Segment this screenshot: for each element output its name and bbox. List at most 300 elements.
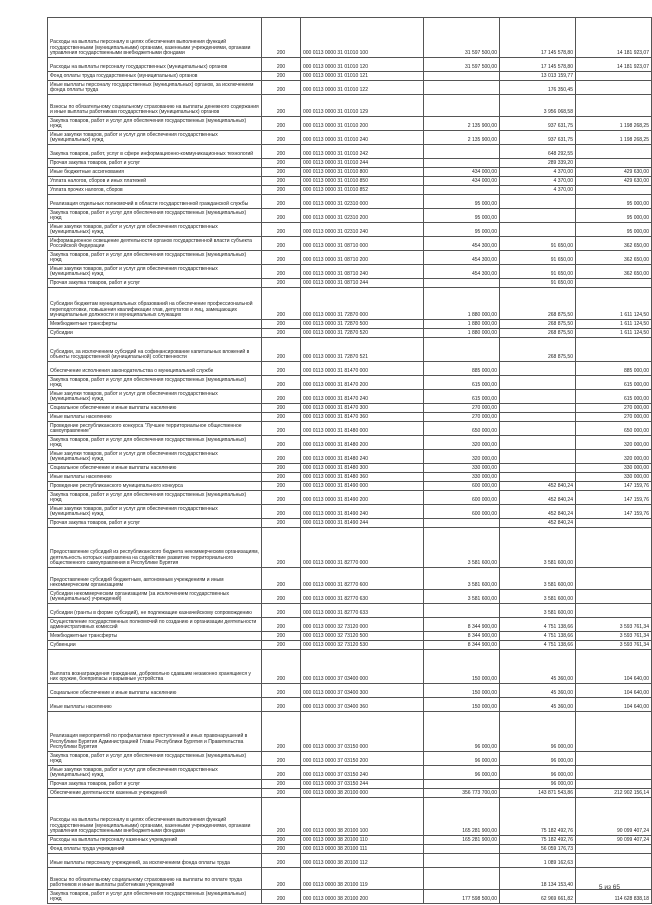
row-executed-amount: 13 013 159,77 [500,72,576,81]
row-name: Иные закупки товаров, работ и услуг для обеспечения государственных (муниципальных) нужд [48,390,262,404]
row-unexecuted-amount: 429 630,00 [576,168,652,177]
row-executed-amount [500,209,576,223]
row-unexecuted-amount [576,854,652,868]
row-executed-amount: 45 360,00 [500,684,576,698]
row-approved-amount [424,95,500,117]
row-approved-amount: 600 000,00 [424,491,500,505]
row-budget-classification-code: 000 0113 0000 38 20100 110 [301,836,424,845]
table-body [48,18,652,904]
row-unexecuted-amount: 330 000,00 [576,464,652,473]
row-budget-classification-code: 000 0113 0000 31 01010 240 [301,131,424,145]
table-row [48,81,652,95]
row-executed-amount: 96 000,00 [500,712,576,752]
row-executed-amount [500,195,576,209]
row-approved-amount: 3 581 600,00 [424,528,500,568]
row-line-code: 200 [262,890,301,904]
row-budget-classification-code: 000 0113 0000 31 01010 244 [301,159,424,168]
row-line-code: 200 [262,798,301,836]
row-unexecuted-amount [576,590,652,604]
row-line-code: 200 [262,81,301,95]
row-executed-amount: 648 292,55 [500,145,576,159]
row-name: Осуществление государственных полномочий по созданию и организации деятельности административных комиссий [48,618,262,632]
row-executed-amount: 4 370,00 [500,186,576,195]
row-approved-amount: 150 000,00 [424,684,500,698]
row-line-code: 200 [262,766,301,780]
row-unexecuted-amount: 650 000,00 [576,422,652,436]
row-executed-amount: 937 631,75 [500,131,576,145]
row-approved-amount [424,279,500,288]
row-line-code: 200 [262,237,301,251]
row-line-code: 200 [262,641,301,650]
row-name: Уплата налогов, сборов и иных платежей [48,177,262,186]
row-line-code: 200 [262,279,301,288]
row-name: Субсидии, за исключением субсидий на софинансирование капитальных вложений в объекты государственной (муниципальной) собственности [48,338,262,362]
row-unexecuted-amount: 362 650,00 [576,237,652,251]
table-row [48,186,652,195]
table-row [48,528,652,568]
row-line-code: 200 [262,845,301,854]
row-name: Социальное обеспечение и иные выплаты населению [48,684,262,698]
row-budget-classification-code: 000 0113 0000 31 81470 240 [301,390,424,404]
row-line-code: 200 [262,482,301,491]
row-name: Фонд оплаты труда учреждений [48,845,262,854]
table-row [48,209,652,223]
row-approved-amount: 2 135 900,00 [424,117,500,131]
row-approved-amount [424,159,500,168]
row-budget-classification-code: 000 0113 0000 31 01010 852 [301,186,424,195]
row-budget-classification-code: 000 0113 0000 31 81490 240 [301,505,424,519]
row-executed-amount: 17 145 578,80 [500,18,576,58]
row-line-code: 200 [262,712,301,752]
row-line-code: 200 [262,604,301,618]
row-approved-amount: 2 135 900,00 [424,131,500,145]
row-approved-amount [424,72,500,81]
row-line-code: 200 [262,95,301,117]
table-row [48,195,652,209]
row-executed-amount: 1 089 162,63 [500,854,576,868]
row-approved-amount [424,338,500,362]
row-executed-amount: 937 631,75 [500,117,576,131]
row-unexecuted-amount: 95 000,00 [576,223,652,237]
row-executed-amount: 4 751 138,66 [500,618,576,632]
table-row [48,698,652,712]
row-unexecuted-amount [576,519,652,528]
row-line-code: 200 [262,223,301,237]
row-line-code: 200 [262,288,301,320]
row-line-code: 200 [262,131,301,145]
table-row [48,890,652,904]
row-name: Субсидии (гранты в форме субсидий), не подлежащие казначейскому сопровождению [48,604,262,618]
row-budget-classification-code: 000 0113 0000 31 02310 200 [301,209,424,223]
row-unexecuted-amount: 212 902 156,14 [576,789,652,798]
row-executed-amount: 91 650,00 [500,251,576,265]
table-row [48,464,652,473]
row-approved-amount: 320 000,00 [424,450,500,464]
row-line-code: 200 [262,251,301,265]
row-line-code: 200 [262,618,301,632]
row-executed-amount [500,436,576,450]
row-approved-amount: 270 000,00 [424,404,500,413]
row-unexecuted-amount [576,338,652,362]
row-budget-classification-code: 000 0113 0000 31 72870 500 [301,320,424,329]
table-row [48,288,652,320]
row-approved-amount: 320 000,00 [424,436,500,450]
row-approved-amount [424,868,500,890]
row-line-code: 200 [262,72,301,81]
row-name: Социальное обеспечение и иные выплаты населению [48,404,262,413]
row-unexecuted-amount: 320 000,00 [576,436,652,450]
row-budget-classification-code: 000 0113 0000 31 01010 850 [301,177,424,186]
table-row [48,854,652,868]
table-row [48,752,652,766]
row-budget-classification-code: 000 0113 0000 31 81480 000 [301,422,424,436]
row-name: Иные закупки товаров, работ и услуг для обеспечения государственных (муниципальных) нужд [48,450,262,464]
row-executed-amount: 4 370,00 [500,177,576,186]
row-line-code: 200 [262,362,301,376]
row-line-code: 200 [262,528,301,568]
row-budget-classification-code: 000 0113 0000 31 08710 000 [301,237,424,251]
row-executed-amount: 268 875,50 [500,320,576,329]
row-approved-amount: 1 880 000,00 [424,329,500,338]
row-unexecuted-amount: 114 628 838,18 [576,890,652,904]
row-executed-amount [500,376,576,390]
row-executed-amount: 45 360,00 [500,650,576,684]
row-approved-amount: 356 773 700,00 [424,789,500,798]
row-line-code: 200 [262,117,301,131]
row-executed-amount: 4 751 138,66 [500,641,576,650]
row-approved-amount: 454 300,00 [424,251,500,265]
row-name: Иные закупки товаров, работ и услуг для обеспечения государственных (муниципальных) нужд [48,223,262,237]
row-unexecuted-amount: 885 000,00 [576,362,652,376]
row-name: Иные закупки товаров, работ и услуг для обеспечения государственных (муниципальных) нужд [48,131,262,145]
row-budget-classification-code: 000 0113 0000 37 03150 000 [301,712,424,752]
row-approved-amount: 95 000,00 [424,195,500,209]
row-approved-amount: 177 598 500,00 [424,890,500,904]
row-executed-amount [500,390,576,404]
row-budget-classification-code: 000 0113 0000 37 03150 240 [301,766,424,780]
row-approved-amount: 885 000,00 [424,362,500,376]
row-name: Реализация мероприятий по профилактике преступлений и иных правонарушений в Республике Бурятия Администрацией Главы Республики Бурятия и Правительства Республики Бурятия [48,712,262,752]
table-row [48,868,652,890]
row-budget-classification-code: 000 0113 0000 31 81490 200 [301,491,424,505]
row-unexecuted-amount [576,752,652,766]
row-budget-classification-code: 000 0113 0000 31 82770 633 [301,604,424,618]
row-unexecuted-amount: 147 159,76 [576,505,652,519]
table-row [48,145,652,159]
row-executed-amount: 45 360,00 [500,698,576,712]
row-name: Иные выплаты персоналу учреждений, за исключением фонда оплаты труда [48,854,262,868]
row-name: Иные закупки товаров, работ и услуг для обеспечения государственных (муниципальных) нужд [48,505,262,519]
row-name: Взносы по обязательному социальному страхованию на выплаты по оплате труда работников и иные выплаты работникам учреждений [48,868,262,890]
row-approved-amount [424,845,500,854]
row-unexecuted-amount: 95 000,00 [576,195,652,209]
page-number: 5 из 65 [598,884,620,891]
row-approved-amount: 650 000,00 [424,422,500,436]
row-budget-classification-code: 000 0113 0000 38 20100 100 [301,798,424,836]
row-name: Предоставление субсидий бюджетным, автономным учреждениям и иным некоммерческим организациям [48,568,262,590]
row-unexecuted-amount [576,95,652,117]
table-row [48,390,652,404]
row-approved-amount: 96 000,00 [424,752,500,766]
row-budget-classification-code: 000 0113 0000 38 20100 111 [301,845,424,854]
row-unexecuted-amount: 14 181 923,07 [576,58,652,72]
row-approved-amount: 8 344 900,00 [424,632,500,641]
row-line-code: 200 [262,450,301,464]
row-budget-classification-code: 000 0113 0000 31 01010 121 [301,72,424,81]
row-unexecuted-amount: 1 198 268,25 [576,131,652,145]
row-budget-classification-code: 000 0113 0000 31 72870 520 [301,329,424,338]
row-executed-amount: 4 751 138,66 [500,632,576,641]
row-line-code: 200 [262,473,301,482]
row-budget-classification-code: 000 0113 0000 38 20100 119 [301,868,424,890]
row-budget-classification-code: 000 0113 0000 31 01010 129 [301,95,424,117]
table-row [48,836,652,845]
row-executed-amount [500,413,576,422]
row-line-code: 200 [262,698,301,712]
row-approved-amount: 165 281 900,00 [424,836,500,845]
row-name: Проведение республиканского конкурса "Лучшее территориальное общественное самоуправление" [48,422,262,436]
row-approved-amount: 150 000,00 [424,698,500,712]
table-row [48,712,652,752]
row-line-code: 200 [262,209,301,223]
table-row [48,766,652,780]
row-unexecuted-amount: 1 611 124,50 [576,288,652,320]
row-line-code: 200 [262,390,301,404]
row-name: Иные выплаты населению [48,473,262,482]
row-unexecuted-amount [576,159,652,168]
row-approved-amount: 615 000,00 [424,376,500,390]
row-executed-amount [500,464,576,473]
row-budget-classification-code: 000 0113 0000 31 82770 630 [301,590,424,604]
row-line-code: 200 [262,413,301,422]
row-unexecuted-amount: 362 650,00 [576,251,652,265]
row-budget-classification-code: 000 0113 0000 38 20100 000 [301,789,424,798]
row-budget-classification-code: 000 0113 0000 31 81470 360 [301,413,424,422]
row-name: Межбюджетные трансферты [48,632,262,641]
row-budget-classification-code: 000 0113 0000 37 03150 200 [301,752,424,766]
row-budget-classification-code: 000 0113 0000 32 73120 000 [301,618,424,632]
row-executed-amount: 452 840,24 [500,505,576,519]
row-name: Субсидии бюджетам муниципальных образований на обеспечение профессиональной переподготовки, повышения квалификации глав, депутатов и лиц, замещающих муниципальные должности и муниципальных служащих [48,288,262,320]
row-approved-amount: 3 581 600,00 [424,568,500,590]
row-line-code: 200 [262,491,301,505]
table-row [48,177,652,186]
row-line-code: 200 [262,195,301,209]
row-budget-classification-code: 000 0113 0000 31 81480 360 [301,473,424,482]
row-name: Иные бюджетные ассигнования [48,168,262,177]
row-line-code: 200 [262,404,301,413]
table-row [48,376,652,390]
row-executed-amount: 75 182 492,76 [500,798,576,836]
row-budget-classification-code: 000 0113 0000 38 20100 200 [301,890,424,904]
row-name: Иные выплаты населению [48,698,262,712]
row-unexecuted-amount: 147 159,76 [576,482,652,491]
row-budget-classification-code: 000 0113 0000 31 81490 244 [301,519,424,528]
row-unexecuted-amount [576,145,652,159]
table-row [48,159,652,168]
row-executed-amount [500,450,576,464]
table-row [48,131,652,145]
table-row [48,72,652,81]
table-row [48,413,652,422]
row-name: Выплата вознаграждения гражданам, добровольно сдавшим незаконно хранящиеся у них оружие, боеприпасы и взрывные устройства [48,650,262,684]
row-budget-classification-code: 000 0113 0000 31 01010 200 [301,117,424,131]
row-name: Уплата прочих налогов, сборов [48,186,262,195]
row-approved-amount: 330 000,00 [424,464,500,473]
table-row [48,450,652,464]
row-name: Расходы на выплаты персоналу в целях обеспечения выполнения функций государственными (муниципальными) органами, казенными учреждениями, органами управления государственными внебюджетными фондами [48,18,262,58]
row-line-code: 200 [262,789,301,798]
row-line-code: 200 [262,464,301,473]
table-row [48,632,652,641]
row-budget-classification-code: 000 0113 0000 37 03150 244 [301,780,424,789]
row-line-code: 200 [262,568,301,590]
row-budget-classification-code: 000 0113 0000 31 81470 300 [301,404,424,413]
table-row [48,422,652,436]
row-line-code: 200 [262,18,301,58]
row-executed-amount: 176 350,45 [500,81,576,95]
row-budget-classification-code: 000 0113 0000 32 73120 500 [301,632,424,641]
row-line-code: 200 [262,168,301,177]
row-name: Закупка товаров, работ и услуг для обеспечения государственных (муниципальных) нужд [48,376,262,390]
table-row [48,519,652,528]
row-name: Прочая закупка товаров, работ и услуг [48,159,262,168]
row-name: Расходы на выплаты персоналу казенных учреждений [48,836,262,845]
table-row [48,95,652,117]
row-budget-classification-code: 000 0113 0000 31 72870 521 [301,338,424,362]
table-row [48,491,652,505]
row-executed-amount: 56 059 176,73 [500,845,576,854]
row-executed-amount: 3 956 068,58 [500,95,576,117]
row-line-code: 200 [262,632,301,641]
row-line-code: 200 [262,650,301,684]
row-approved-amount: 600 000,00 [424,482,500,491]
row-line-code: 200 [262,752,301,766]
row-unexecuted-amount [576,528,652,568]
row-budget-classification-code: 000 0113 0000 31 08710 240 [301,265,424,279]
table-row [48,780,652,789]
row-executed-amount: 3 581 600,00 [500,528,576,568]
table-row [48,568,652,590]
row-executed-amount: 3 581 600,00 [500,590,576,604]
row-unexecuted-amount [576,766,652,780]
row-executed-amount: 289 339,20 [500,159,576,168]
row-name: Информационное освещение деятельности органов государственной власти субъекта Российской Федерации [48,237,262,251]
table-row [48,265,652,279]
row-unexecuted-amount [576,712,652,752]
row-line-code: 200 [262,338,301,362]
row-line-code: 200 [262,422,301,436]
row-executed-amount: 452 840,24 [500,491,576,505]
row-approved-amount: 434 000,00 [424,177,500,186]
row-unexecuted-amount: 14 181 923,07 [576,18,652,58]
row-name: Иные закупки товаров, работ и услуг для обеспечения государственных (муниципальных) нужд [48,265,262,279]
row-approved-amount: 95 000,00 [424,209,500,223]
row-unexecuted-amount: 270 000,00 [576,404,652,413]
table-row [48,798,652,836]
row-name: Закупка товаров, работ и услуг для обеспечения государственных (муниципальных) нужд [48,890,262,904]
row-executed-amount: 17 145 578,80 [500,58,576,72]
row-unexecuted-amount: 429 630,00 [576,177,652,186]
row-budget-classification-code: 000 0113 0000 37 03400 360 [301,698,424,712]
row-name: Обеспечение исполнения законодательства о муниципальной службе [48,362,262,376]
table-row [48,789,652,798]
table-row [48,604,652,618]
row-unexecuted-amount: 104 640,00 [576,698,652,712]
row-budget-classification-code: 000 0113 0000 31 82770 600 [301,568,424,590]
row-unexecuted-amount: 90 099 407,24 [576,798,652,836]
row-budget-classification-code: 000 0113 0000 32 73120 530 [301,641,424,650]
row-approved-amount: 3 581 600,00 [424,590,500,604]
row-executed-amount: 268 875,50 [500,288,576,320]
row-executed-amount: 452 840,24 [500,482,576,491]
row-name: Социальное обеспечение и иные выплаты населению [48,464,262,473]
row-unexecuted-amount: 330 000,00 [576,473,652,482]
row-budget-classification-code: 000 0113 0000 37 03400 300 [301,684,424,698]
row-unexecuted-amount: 615 000,00 [576,376,652,390]
row-line-code: 200 [262,505,301,519]
row-unexecuted-amount: 1 611 124,50 [576,329,652,338]
row-budget-classification-code: 000 0113 0000 31 81480 240 [301,450,424,464]
row-budget-classification-code: 000 0113 0000 31 01010 242 [301,145,424,159]
table-row [48,58,652,72]
row-name: Расходы на выплаты персоналу государственных (муниципальных) органов [48,58,262,72]
table-row [48,223,652,237]
row-unexecuted-amount [576,81,652,95]
row-line-code: 200 [262,186,301,195]
row-unexecuted-amount [576,186,652,195]
row-line-code: 200 [262,320,301,329]
row-line-code: 200 [262,436,301,450]
row-approved-amount: 434 000,00 [424,168,500,177]
row-name: Расходы на выплаты персоналу в целях обеспечения выполнения функций государственными (муниципальными) органами, казенными учреждениями, органами управления государственными внебюджетными фондами [48,798,262,836]
row-budget-classification-code: 000 0113 0000 31 01010 100 [301,18,424,58]
row-executed-amount: 18 134 153,40 [500,868,576,890]
row-approved-amount: 454 300,00 [424,237,500,251]
row-approved-amount [424,519,500,528]
row-name: Закупка товаров, работ и услуг для обеспечения государственных (муниципальных) нужд [48,436,262,450]
row-budget-classification-code: 000 0113 0000 31 81470 000 [301,362,424,376]
table-row [48,590,652,604]
row-executed-amount [500,223,576,237]
row-approved-amount: 96 000,00 [424,766,500,780]
row-executed-amount [500,362,576,376]
row-unexecuted-amount [576,568,652,590]
row-approved-amount: 8 344 900,00 [424,618,500,632]
row-executed-amount: 3 581 600,00 [500,604,576,618]
row-name: Субсидии некоммерческим организациям (за исключением государственных (муниципальных) учреждений) [48,590,262,604]
row-budget-classification-code: 000 0113 0000 31 81470 200 [301,376,424,390]
row-approved-amount: 31 597 500,00 [424,18,500,58]
row-unexecuted-amount [576,780,652,789]
row-name: Фонд оплаты труда государственных (муниципальных) органов [48,72,262,81]
row-executed-amount: 4 370,00 [500,168,576,177]
row-approved-amount: 1 880 000,00 [424,288,500,320]
table-row [48,117,652,131]
row-budget-classification-code: 000 0113 0000 31 81490 000 [301,482,424,491]
row-executed-amount [500,422,576,436]
row-budget-classification-code: 000 0113 0000 37 03400 000 [301,650,424,684]
row-approved-amount: 615 000,00 [424,390,500,404]
row-budget-classification-code: 000 0113 0000 31 02310 000 [301,195,424,209]
row-approved-amount [424,780,500,789]
row-line-code: 200 [262,145,301,159]
row-approved-amount: 8 344 900,00 [424,641,500,650]
row-budget-classification-code: 000 0113 0000 31 82770 000 [301,528,424,568]
row-name: Закупка товаров, работ и услуг для обеспечения государственных (муниципальных) нужд [48,752,262,766]
row-budget-classification-code: 000 0113 0000 31 01010 120 [301,58,424,72]
row-line-code: 200 [262,854,301,868]
